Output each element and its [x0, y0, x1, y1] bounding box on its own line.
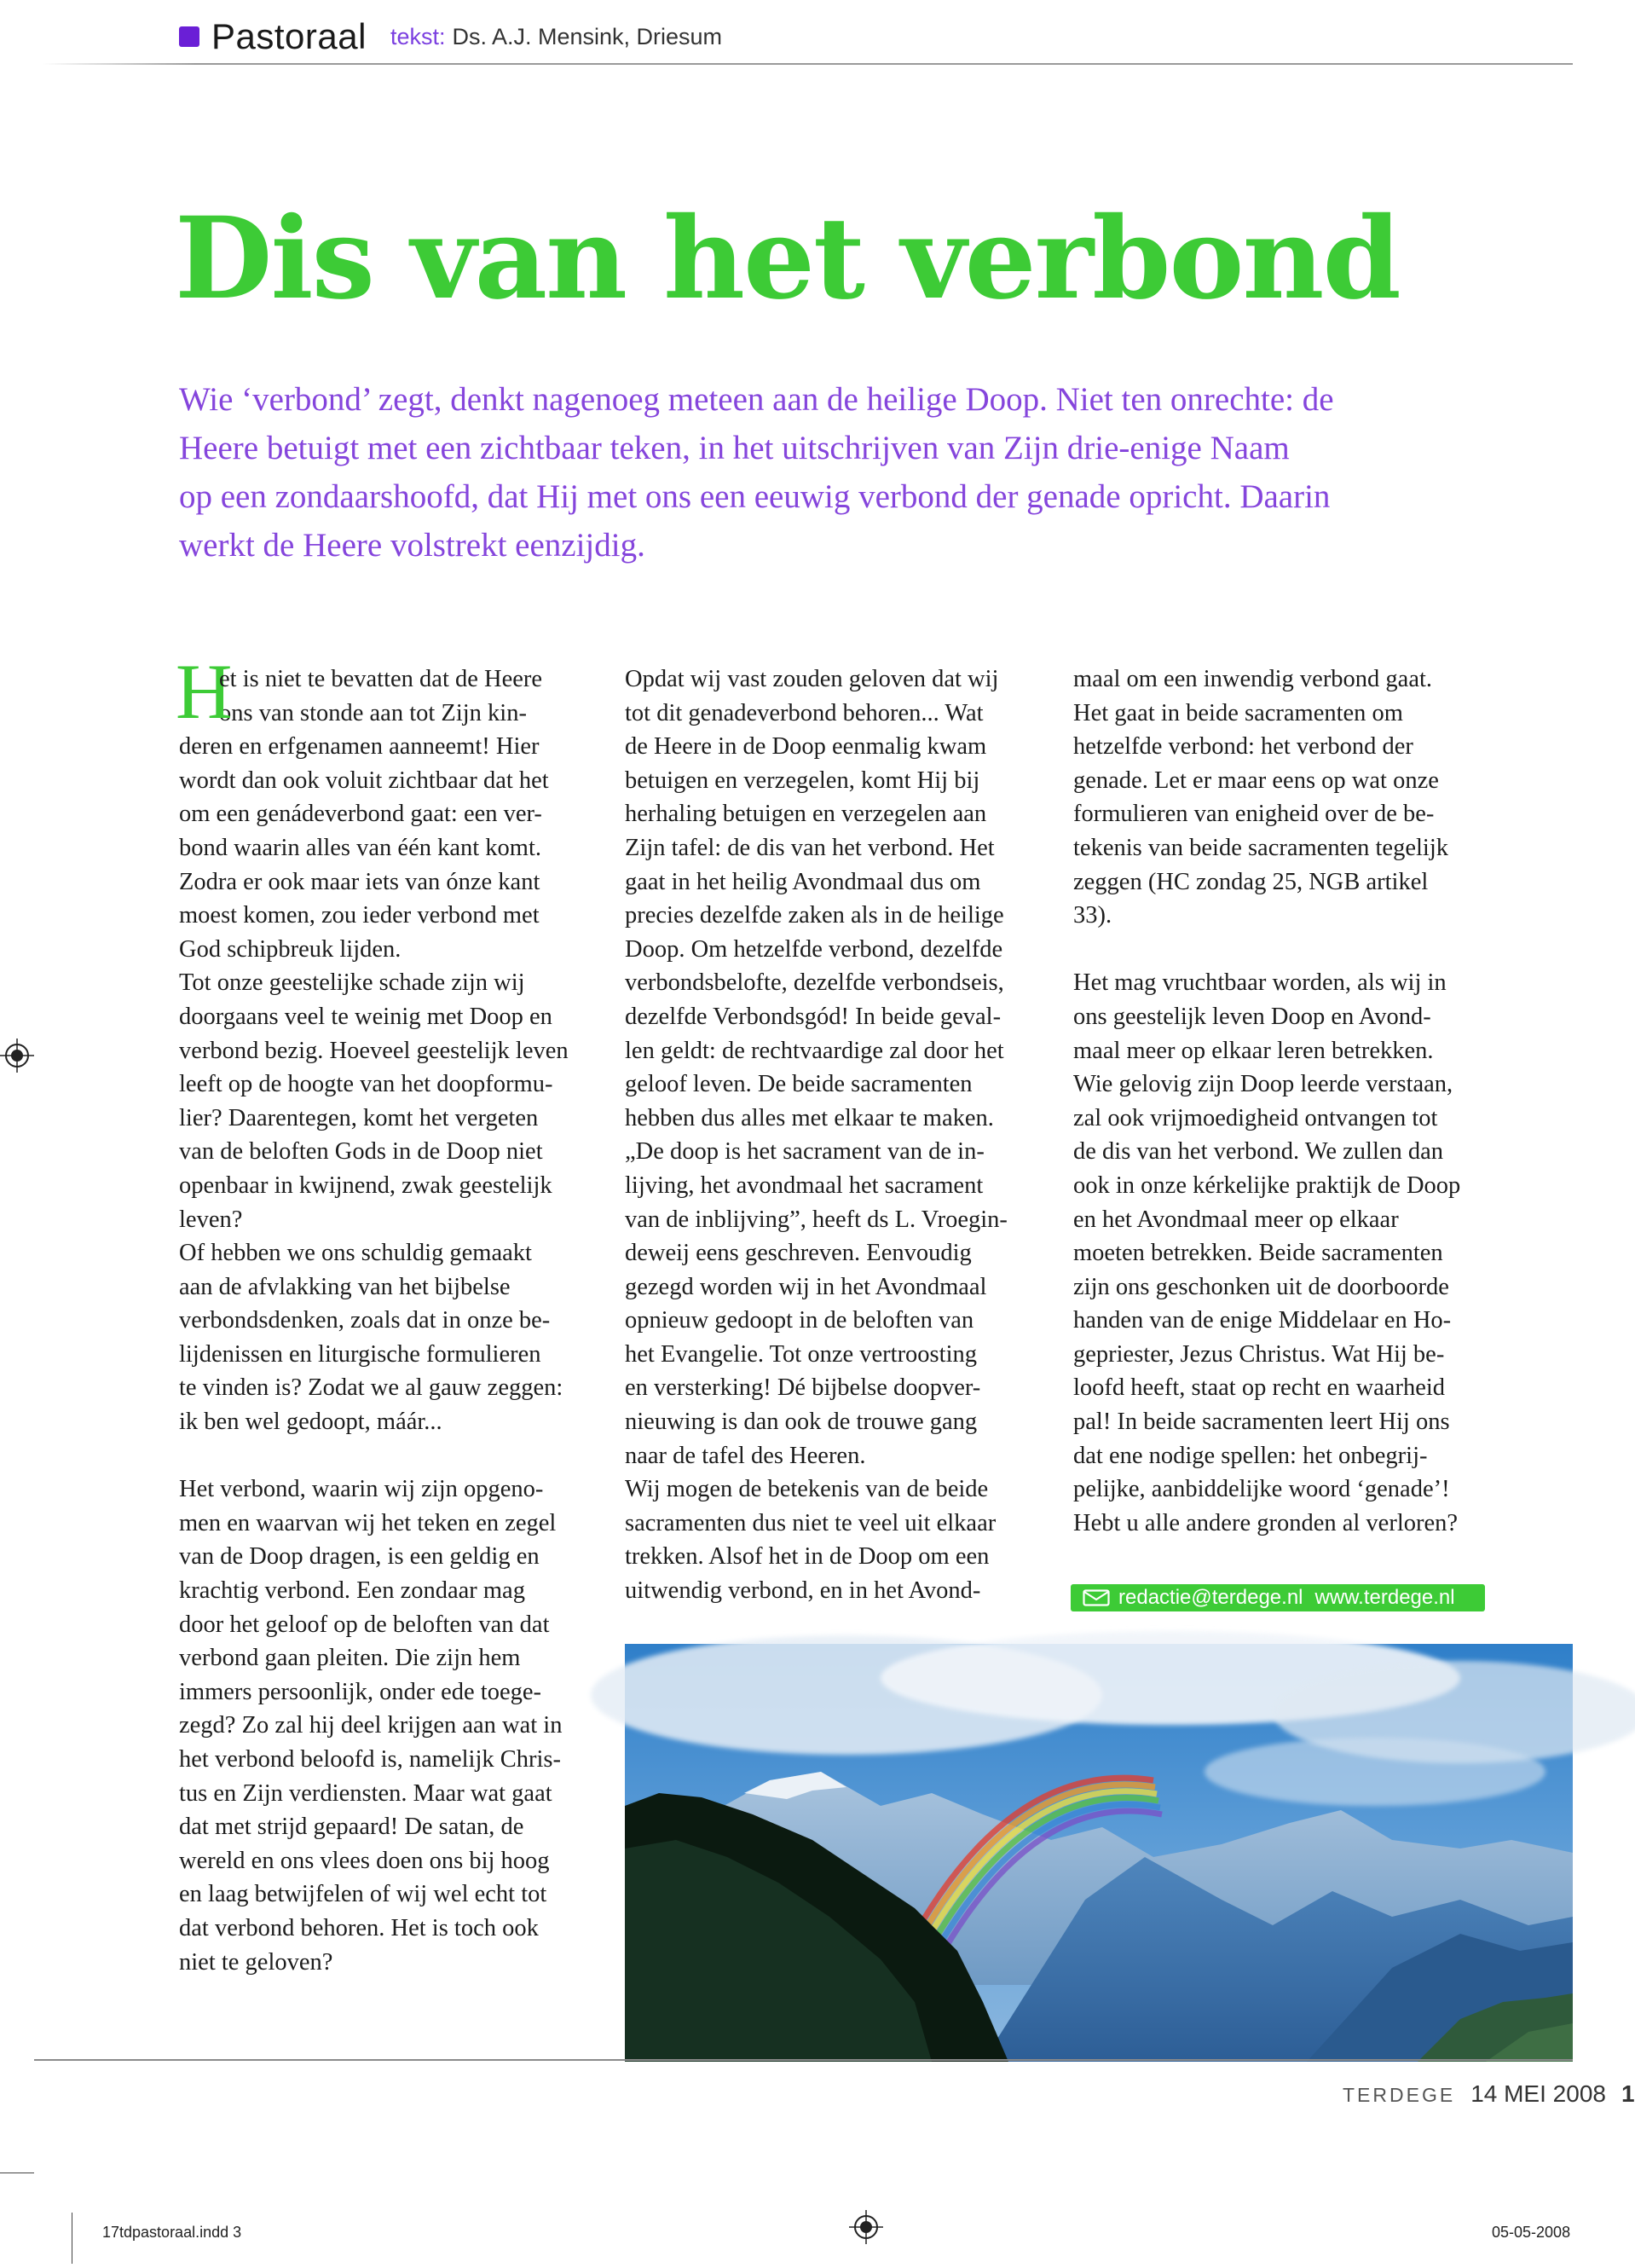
text-line: deweij eens geschreven. Eenvoudig	[625, 1240, 972, 1267]
page-header	[179, 15, 722, 58]
mail-icon	[1083, 1589, 1110, 1606]
text-line: dezelfde Verbondsgód! In beide geval-	[625, 1003, 1002, 1030]
text-line: verbond bezig. Hoeveel geestelijk leven	[179, 1037, 569, 1064]
text-line: Zijn tafel: de dis van het verbond. Het	[625, 834, 995, 861]
text-line: Zodra er ook maar iets van ónze kant	[179, 868, 540, 895]
text-line: gepriester, Jezus Christus. Wat Hij be-	[1073, 1340, 1445, 1368]
text-line: „De doop is het sacrament van de in-	[625, 1138, 985, 1166]
body-column-3	[1073, 662, 1517, 1540]
text-line: Opdat wij vast zouden geloven dat wij	[625, 666, 999, 692]
text-line: Tot onze geestelijke schade zijn wij	[179, 969, 525, 997]
paragraph-gap	[1073, 933, 1517, 967]
text-line: men en waarvan wij het teken en zegel	[179, 1509, 557, 1536]
text-line: formulieren van enigheid over de be-	[1073, 801, 1435, 828]
text-line: de Heere in de Doop eenmalig kwam	[625, 733, 987, 761]
credit-label: tekst:	[390, 23, 446, 49]
text-line: lijdenissen en liturgische formulieren	[179, 1340, 541, 1368]
text-line: zijn ons geschonken uit de doorboorde	[1073, 1273, 1449, 1300]
text-line: dat met strijd gepaard! De satan, de	[179, 1814, 524, 1841]
text-line: herhaling betuigen en verzegelen aan	[625, 801, 987, 828]
text-line: pal! In beide sacramenten leert Hij ons	[1073, 1409, 1450, 1436]
text-line: lijving, het avondmaal het sacrament	[625, 1172, 984, 1199]
text-line: het verbond beloofd is, namelijk Chris-	[179, 1746, 561, 1773]
text-line: sacramenten dus niet te veel uit elkaar	[625, 1509, 997, 1536]
text-line: opnieuw gedoopt in de beloften van	[625, 1307, 974, 1334]
text-line: wordt dan ook voluit zichtbaar dat het	[179, 767, 549, 794]
text-line: gaat in het heilig Avondmaal dus om	[625, 868, 981, 895]
text-line: len geldt: de rechtvaardige zal door het	[625, 1037, 1004, 1064]
body-column-1	[176, 648, 597, 1979]
text-line: maal meer op elkaar leren betrekken.	[1073, 1037, 1434, 1064]
text-line: ons geestelijk leven Doop en Avond-	[1073, 1003, 1431, 1030]
text-line: te vinden is? Zodat we al gauw zeggen:	[179, 1374, 563, 1402]
text-line: verbond gaan pleiten. Die zijn hem	[179, 1645, 521, 1672]
intro-line: Wie ‘verbond’ zegt, denkt nagenoeg meteen aan de heilige Doop. Niet ten onrechte: de	[179, 381, 1334, 418]
text-line: niet te geloven?	[179, 1948, 333, 1976]
text-line: verbondsdenken, zoals dat in onze be-	[179, 1307, 551, 1334]
text-line: hetzelfde verbond: het verbond der	[1073, 733, 1413, 761]
text-line: van de Doop dragen, is een geldig en	[179, 1543, 540, 1571]
text-line: et is niet te bevatten dat de Heere	[219, 666, 543, 692]
text-line: van de inblijving”, heeft ds L. Vroegin-	[625, 1206, 1008, 1233]
text-line: Wij mogen de betekenis van de beide	[625, 1476, 989, 1503]
text-line: de dis van het verbond. We zullen dan	[1073, 1138, 1444, 1166]
slug-date: 05-05-2008	[1492, 2224, 1571, 2241]
text-line: en het Avondmaal meer op elkaar	[1073, 1206, 1399, 1233]
contact-bar	[1071, 1584, 1485, 1611]
article-intro	[179, 375, 1509, 570]
text-line: dat verbond behoren. Het is toch ook	[179, 1914, 539, 1941]
text-line: Hebt u alle andere gronden al verloren?	[1073, 1509, 1459, 1536]
text-line: krachtig verbond. Een zondaar mag	[179, 1577, 525, 1605]
text-line: uitwendig verbond, en in het Avond-	[625, 1577, 981, 1605]
text-line: en versterking! Dé bijbelse doopver-	[625, 1374, 981, 1402]
text-line: moeten betrekken. Beide sacramenten	[1073, 1240, 1443, 1267]
registration-mark-icon	[0, 1039, 34, 1073]
text-line: zal ook vrijmoedigheid ontvangen tot	[1073, 1104, 1438, 1131]
paragraph-gap	[179, 1439, 597, 1473]
text-line: pelijke, aanbiddelijke woord ‘genade’!	[1073, 1476, 1450, 1503]
intro-line: werkt de Heere volstrekt eenzijdig.	[179, 527, 645, 564]
body-column-2	[625, 662, 1043, 1608]
publication-name: TERDEGE	[1343, 2084, 1456, 2106]
registration-mark-icon	[849, 2210, 883, 2244]
text-line: Wie gelovig zijn Doop leerde verstaan,	[1073, 1071, 1453, 1098]
text-line: moest komen, zou ieder verbond met	[179, 902, 540, 929]
text-line: verbondsbelofte, dezelfde verbondseis,	[625, 969, 1004, 997]
text-line: om een genádeverbond gaat: een ver-	[179, 801, 542, 828]
text-line: door het geloof op de beloften van dat	[179, 1611, 550, 1638]
text-line: aan de afvlakking van het bijbelse	[179, 1273, 511, 1300]
top-rule	[43, 63, 1573, 65]
page-footer	[1343, 2080, 1635, 2115]
text-line: God schipbreuk lijden.	[179, 935, 402, 963]
drop-cap: H	[176, 648, 233, 735]
text-line: immers persoonlijk, onder ede toege-	[179, 1678, 541, 1705]
section-name: Pastoraal	[211, 16, 367, 56]
text-line: loofd heeft, staat op recht en waarheid	[1073, 1374, 1446, 1402]
text-line: naar de tafel des Heeren.	[625, 1442, 866, 1469]
text-line: wereld en ons vlees doen ons bij hoog	[179, 1847, 550, 1874]
text-line: deren en erfgenamen aanneemt! Hier	[179, 733, 540, 761]
text-line: tot dit genadeverbond behoren... Wat	[625, 699, 984, 726]
text-line: hebben dus alles met elkaar te maken.	[625, 1104, 994, 1131]
text-line: lier? Daarentegen, komt het vergeten	[179, 1104, 539, 1131]
text-line: dat ene nodige spellen: het onbegrij-	[1073, 1442, 1428, 1469]
text-line: Het gaat in beide sacramenten om	[1073, 699, 1403, 726]
intro-line: op een zondaarshoofd, dat Hij met ons een eeuwig verbond der genade opricht. Daarin	[179, 478, 1331, 515]
text-line: maal om een inwendig verbond gaat.	[1073, 666, 1433, 692]
text-line: genade. Let er maar eens op wat onze	[1073, 767, 1439, 794]
text-line: en laag betwijfelen of wij wel echt tot	[179, 1881, 547, 1908]
text-line: openbaar in kwijnend, zwak geestelijk	[179, 1172, 552, 1199]
text-line: bond waarin alles van één kant komt.	[179, 834, 541, 861]
text-line: ook in onze kérkelijke praktijk de Doop	[1073, 1172, 1461, 1199]
text-line: leven?	[179, 1206, 243, 1233]
page-number: 1	[1621, 2080, 1635, 2107]
text-line: van de beloften Gods in de Doop niet	[179, 1138, 543, 1166]
text-line: leeft op de hoogte van het doopformu-	[179, 1071, 553, 1098]
contact-website[interactable]: www.terdege.nl	[1314, 1586, 1455, 1609]
text-line: Het mag vruchtbaar worden, als wij in	[1073, 969, 1447, 997]
text-line: Doop. Om hetzelfde verbond, dezelfde	[625, 935, 1003, 963]
text-line: ik ben wel gedoopt, máár...	[179, 1409, 442, 1436]
article-title: Dis van het verbond	[175, 193, 1400, 325]
text-line: ons van stonde aan tot Zijn kin-	[219, 699, 527, 726]
slug-filename: 17tdpastoraal.indd 3	[102, 2224, 242, 2241]
text-line: handen van de enige Middelaar en Ho-	[1073, 1307, 1452, 1334]
intro-line: Heere betuigt met een zichtbaar teken, in het uitschrijven van Zijn drie-enige Naam	[179, 430, 1290, 466]
rainbow-mountain-photo	[625, 1644, 1573, 2062]
text-line: doorgaans veel te weinig met Doop en	[179, 1003, 552, 1030]
text-line: precies dezelfde zaken als in de heilige	[625, 902, 1004, 929]
credit-author: Ds. A.J. Mensink, Driesum	[452, 23, 723, 49]
text-line: 33).	[1073, 902, 1112, 929]
text-line: Of hebben we ons schuldig gemaakt	[179, 1240, 532, 1267]
text-line: trekken. Alsof het in de Doop om een	[625, 1543, 990, 1571]
text-line: tus en Zijn verdiensten. Maar wat gaat	[179, 1779, 552, 1807]
text-line: nieuwing is dan ook de trouwe gang	[625, 1409, 978, 1436]
text-line: Het verbond, waarin wij zijn opgeno-	[179, 1476, 544, 1503]
bottom-rule	[34, 2059, 1573, 2061]
section-marker	[179, 26, 199, 47]
text-line: zeggen (HC zondag 25, NGB artikel	[1073, 868, 1429, 895]
text-line: betuigen en verzegelen, komt Hij bij	[625, 767, 980, 794]
text-line: geloof leven. De beide sacramenten	[625, 1071, 973, 1098]
text-line: gezegd worden wij in het Avondmaal	[625, 1273, 987, 1300]
contact-email[interactable]: redactie@terdege.nl	[1118, 1586, 1303, 1609]
text-line: het Evangelie. Tot onze vertroosting	[625, 1340, 977, 1368]
text-line: tekenis van beide sacramenten tegelijk	[1073, 834, 1448, 861]
text-line: zegd? Zo zal hij deel krijgen aan wat in	[179, 1712, 563, 1739]
issue-date: 14 MEI 2008	[1470, 2080, 1606, 2107]
